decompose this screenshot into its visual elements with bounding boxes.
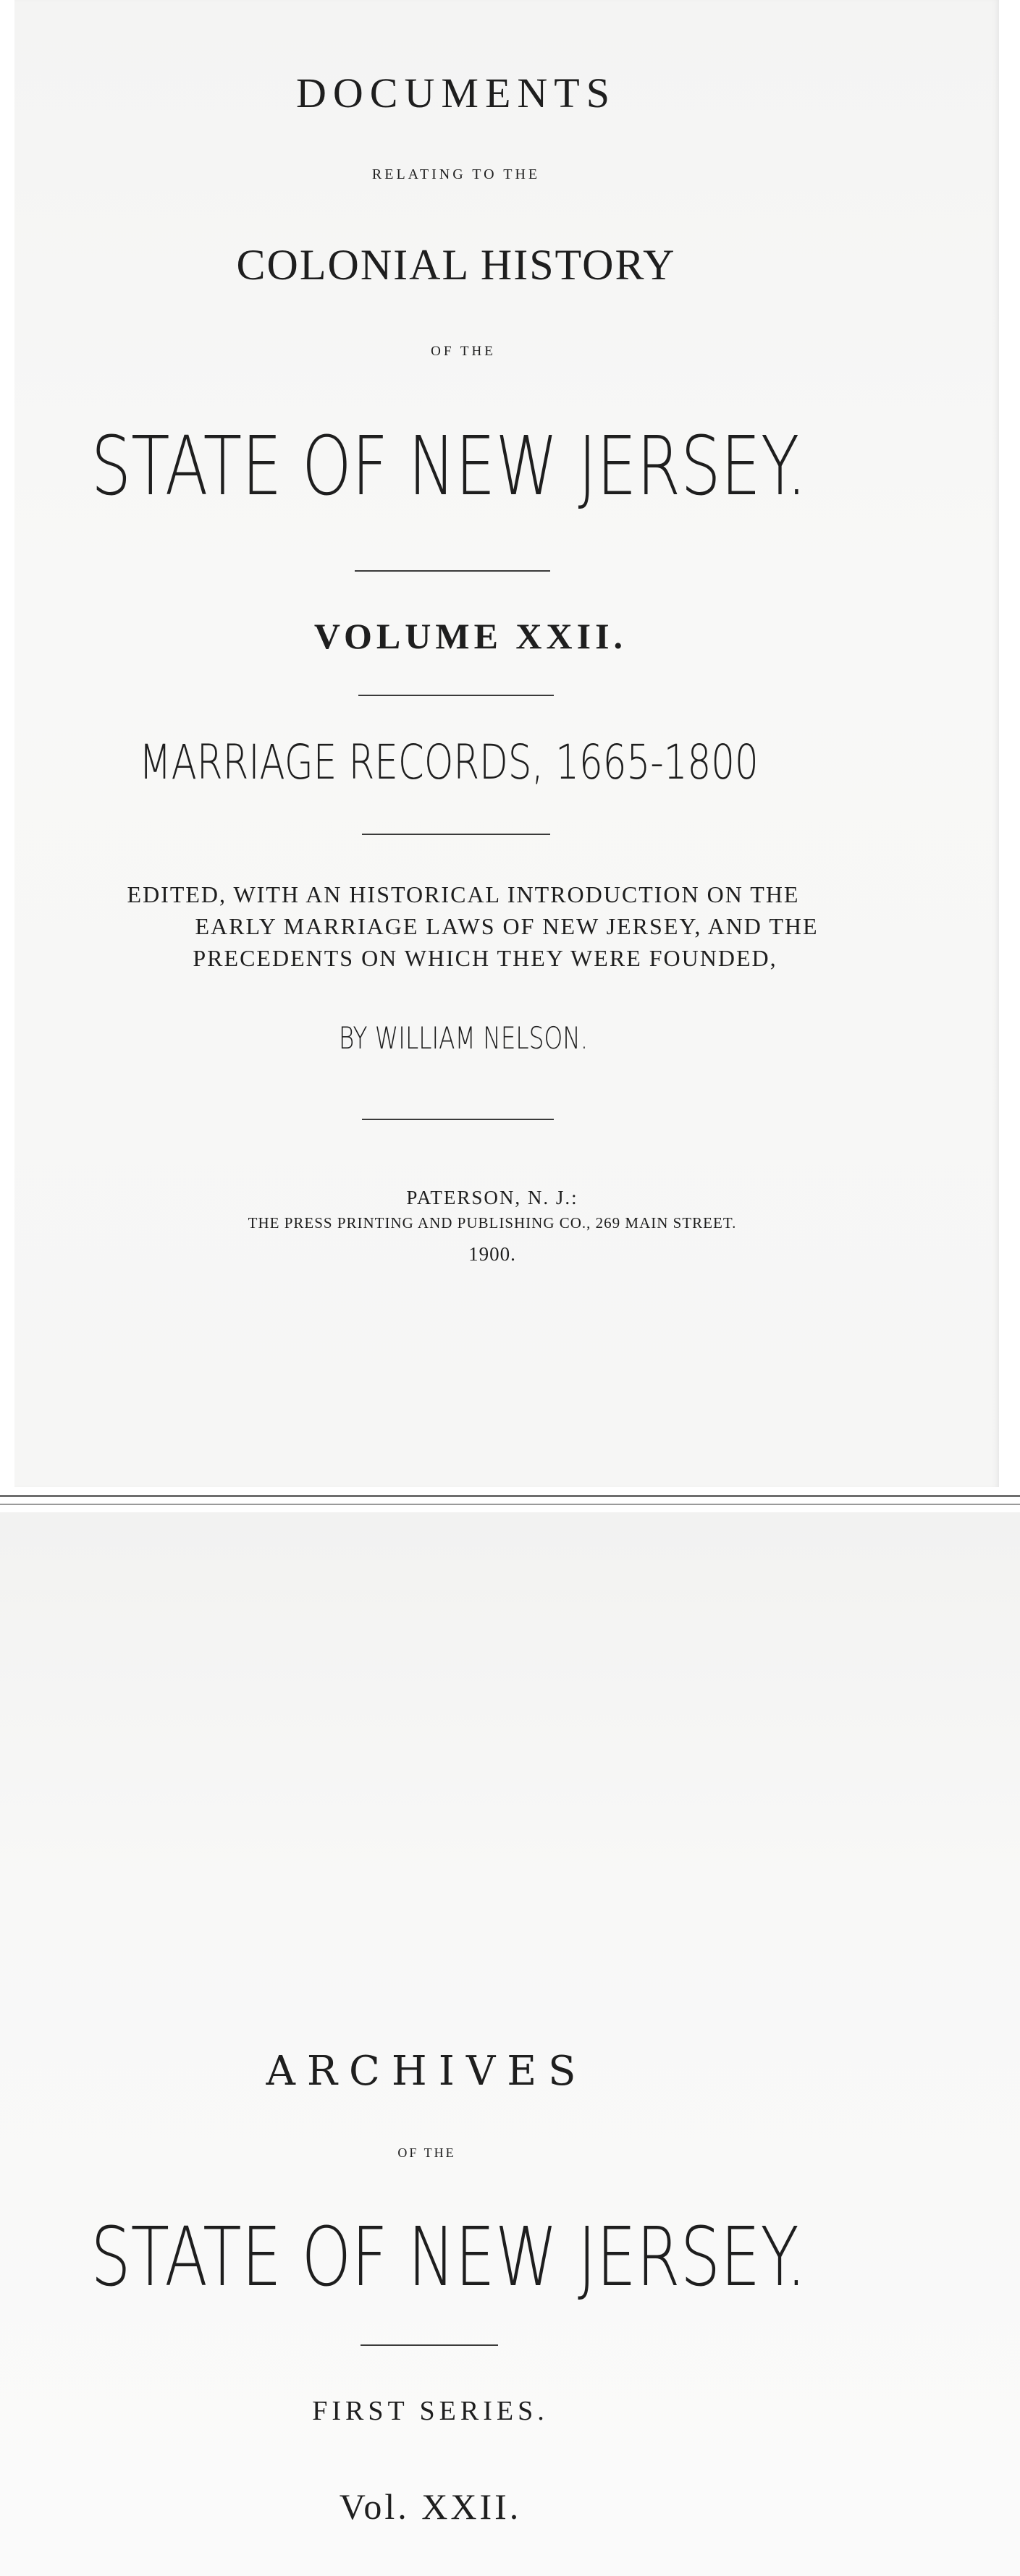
of-the-line: OF THE [431,344,496,359]
year-line: 1900. [468,1243,516,1265]
page-divider [0,1495,1020,1505]
series-heading: FIRST SERIES. [312,2396,549,2426]
rule-2 [358,695,554,696]
series-page [0,1512,1020,2576]
volume-heading: VOLUME XXII. [313,616,628,656]
rule-3 [362,834,550,835]
edited-line-2: EARLY MARRIAGE LAWS OF NEW JERSEY, AND THE [195,913,819,939]
archives-heading: ARCHIVES [266,2048,588,2095]
author-line: BY WILLIAM NELSON. [338,1020,589,1056]
state-heading: STATE OF NEW JERSEY. [90,420,807,514]
documents-heading: DOCUMENTS [296,69,616,116]
edited-line-1: EDITED, WITH AN HISTORICAL INTRODUCTION ON THE [127,881,800,907]
edited-line-3: PRECEDENTS ON WHICH THEY WERE FOUNDED, [193,945,777,971]
state-heading-2: STATE OF NEW JERSEY. [90,2211,806,2305]
of-the-line-2: OF THE [397,2145,456,2160]
publisher-line: THE PRESS PRINTING AND PUBLISHING CO., 269 MAIN STREET. [248,1214,737,1232]
rule-4 [362,1119,554,1120]
rule-5 [361,2344,498,2346]
colonial-history-heading: COLONIAL HISTORY [236,241,676,289]
title-page [14,0,999,1487]
vol-heading: Vol. XXII. [339,2486,522,2527]
rule-1 [355,570,550,572]
relating-line: RELATING TO THE [371,166,541,182]
subject-heading: MARRIAGE RECORDS, 1665-1800 [139,734,759,790]
place-line: PATERSON, N. J.: [406,1187,578,1208]
